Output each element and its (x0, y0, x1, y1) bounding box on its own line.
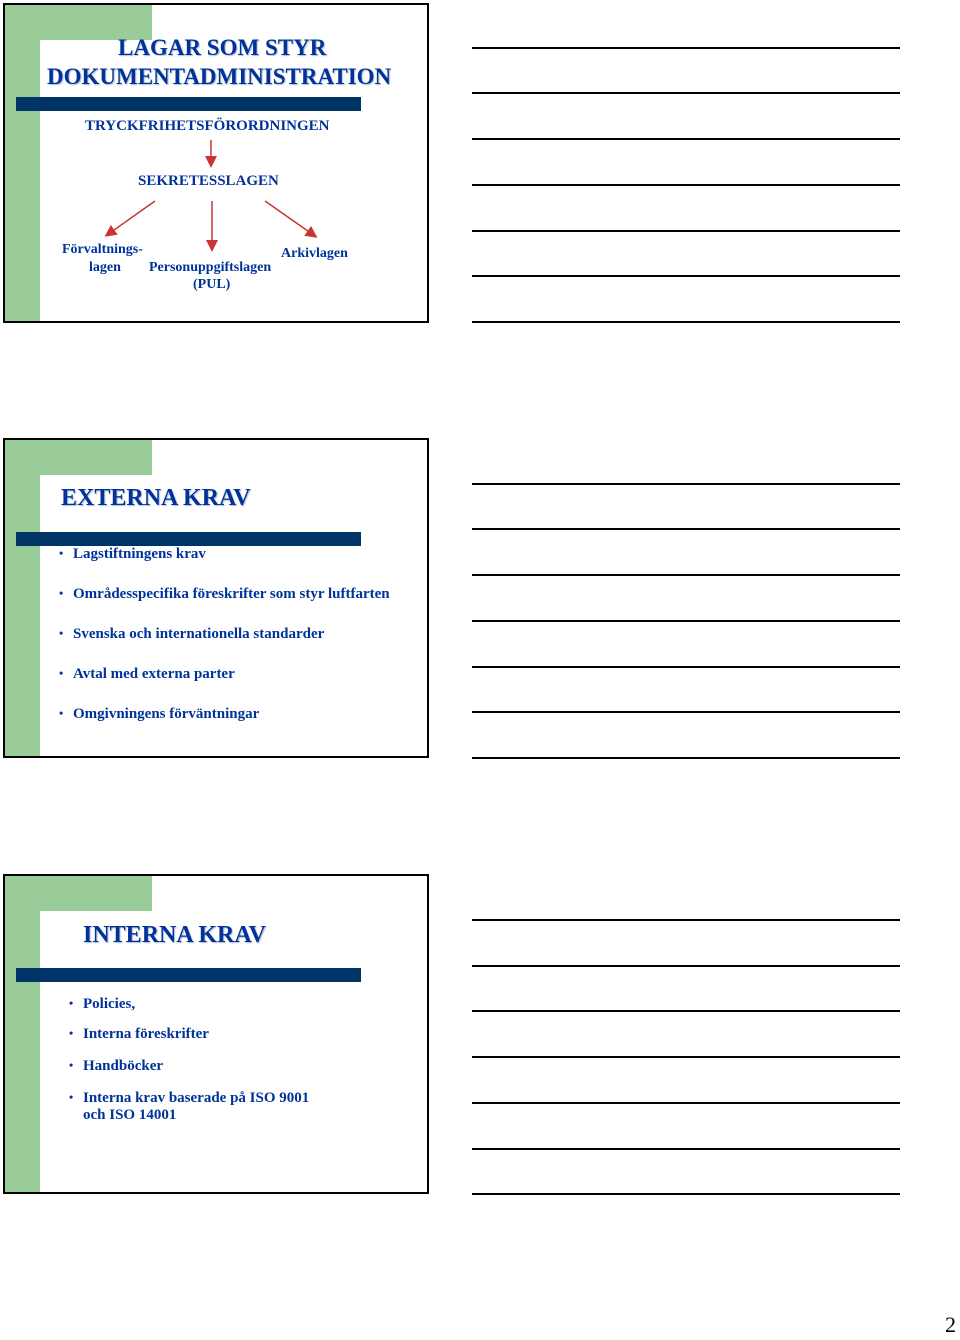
node-arkivlagen: Arkivlagen (281, 246, 348, 261)
node-tryckfrihetsforordningen: TRYCKFRIHETSFÖRORDNINGEN (85, 118, 330, 134)
external-requirements-list (59, 546, 390, 746)
note-line (472, 138, 900, 140)
note-line (472, 757, 900, 759)
list-item: • Avtal med externa parter (59, 666, 235, 682)
list-item: • Policies, (69, 996, 136, 1012)
note-line (472, 528, 900, 530)
slide-1-title-line1: LAGAR SOM STYR (118, 35, 327, 60)
slide-3-title: INTERNA KRAV (83, 922, 266, 948)
note-line (472, 1148, 900, 1150)
note-line (472, 574, 900, 576)
note-line (472, 1010, 900, 1012)
list-item: • Handböcker (69, 1058, 164, 1074)
list-item: • Områdesspecifika föreskrifter som styr luftfarten (59, 586, 390, 602)
list-item: • Omgivningens förväntningar (59, 706, 260, 722)
bullet-dot: • (59, 586, 64, 600)
green-accent-top (5, 440, 152, 475)
node-sekretesslagen: SEKRETESSLAGEN (138, 173, 279, 189)
note-line (472, 321, 900, 323)
list-item: • Interna föreskrifter (69, 1026, 209, 1042)
node-forvaltningslagen-line1: Förvaltnings- (62, 242, 143, 257)
bullet-dot: • (69, 1090, 74, 1104)
list-item: • Interna krav baserade på ISO 9001 och ISO 14001 (69, 1090, 310, 1123)
note-line (472, 666, 900, 668)
green-accent-bar (5, 876, 40, 1192)
note-line (472, 620, 900, 622)
arrow-right (265, 201, 315, 236)
bullet-dot: • (59, 546, 64, 560)
note-line (472, 919, 900, 921)
note-line (472, 1056, 900, 1058)
hierarchy-arrows (5, 5, 429, 323)
list-item: • Svenska och internationella standarder (59, 626, 325, 642)
note-line (472, 47, 900, 49)
arrow-left (107, 201, 155, 235)
green-accent-bar (5, 440, 40, 756)
bullet-dot: • (69, 996, 74, 1010)
note-line (472, 92, 900, 94)
note-line (472, 230, 900, 232)
page-number: 2 (945, 1312, 956, 1337)
title-underline-bar (16, 532, 361, 546)
bullet-dot: • (59, 626, 64, 640)
note-line (472, 275, 900, 277)
green-accent-top (5, 876, 152, 911)
bullet-dot: • (69, 1058, 74, 1072)
list-item: • Lagstiftningens krav (59, 546, 206, 562)
slide-1-title-line2: DOKUMENTADMINISTRATION (47, 64, 392, 89)
node-personuppgiftslagen-line2: (PUL) (193, 277, 231, 292)
note-line (472, 1102, 900, 1104)
slide-3 (3, 874, 429, 1194)
note-line (472, 1193, 900, 1195)
list-item-continuation: och ISO 14001 (83, 1107, 177, 1123)
bullet-dot: • (59, 666, 64, 680)
internal-requirements-list (69, 996, 309, 1124)
node-personuppgiftslagen-line1: Personuppgiftslagen (149, 260, 272, 275)
node-forvaltningslagen-line2: lagen (89, 260, 121, 275)
bullet-dot: • (69, 1026, 74, 1040)
note-line (472, 184, 900, 186)
note-line (472, 711, 900, 713)
note-line (472, 483, 900, 485)
slide-2-title: EXTERNA KRAV (61, 485, 251, 511)
slide-1 (3, 3, 429, 323)
slide-2 (3, 438, 429, 758)
note-line (472, 965, 900, 967)
title-underline-bar (16, 968, 361, 982)
bullet-dot: • (59, 706, 64, 720)
